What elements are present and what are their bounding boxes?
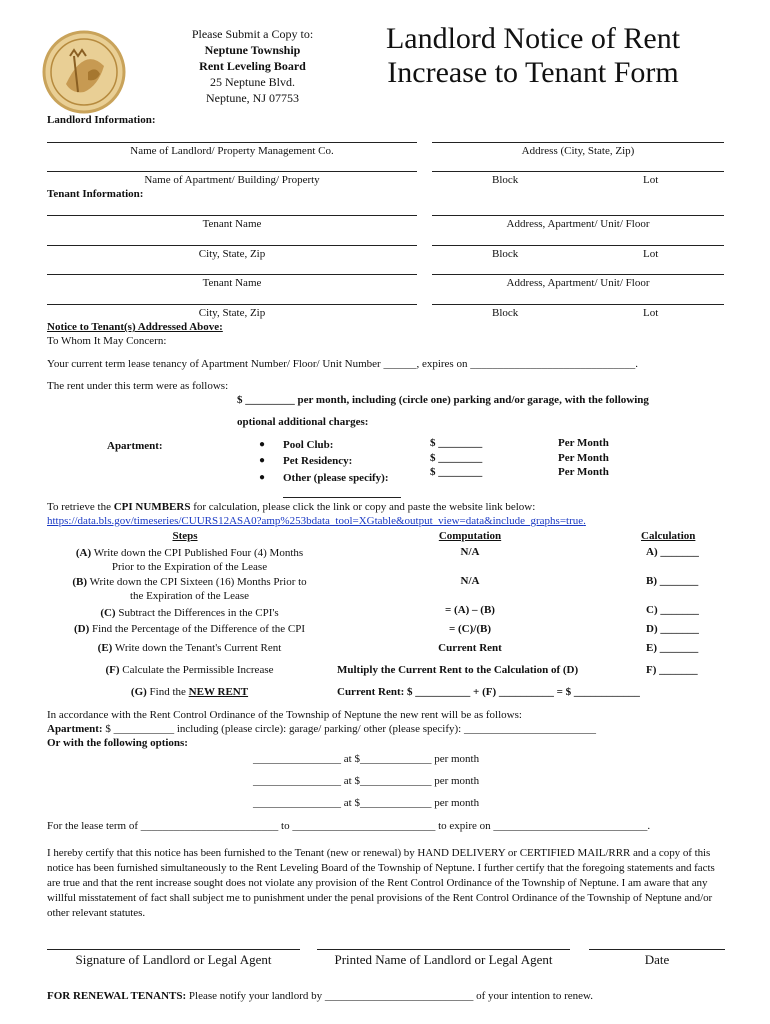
neptune-seal-icon: [38, 26, 130, 118]
step-c: [52, 607, 327, 619]
step-text: Write down the CPI Published Four (4) Months: [93, 547, 304, 559]
options-heading: Or with the following options:: [47, 737, 188, 749]
apartment-label: Apartment:: [107, 440, 163, 452]
property-name-line[interactable]: [47, 171, 417, 172]
new-rent-label: NEW RENT: [188, 686, 249, 698]
tenant-heading: Tenant Information:: [47, 188, 144, 200]
tenant2-name-label: Tenant Name: [202, 277, 262, 289]
landlord-name-line[interactable]: [47, 142, 417, 143]
step-f: [52, 664, 327, 676]
step-g: [52, 686, 327, 698]
step-d: [52, 623, 327, 635]
charge-amount: $ ________: [430, 452, 483, 464]
tenant1-name-line[interactable]: [47, 215, 417, 216]
step-text: Calculate the Permissible Increase: [122, 664, 274, 676]
printed-name-label: Printed Name of Landlord or Legal Agent: [334, 952, 553, 967]
tenant1-address-line[interactable]: [432, 215, 724, 216]
tenant1-block-lot-line[interactable]: [432, 245, 724, 246]
step-computation: Current Rent: [438, 642, 502, 654]
rent-intro: The rent under this term were as follows:: [47, 380, 229, 392]
submit-address: [160, 26, 345, 106]
step-computation: Current Rent: $ __________ + (F) __________ = $ ____________: [337, 686, 640, 698]
step-calc: E) _______: [646, 642, 699, 654]
charge-label: Pool Club:: [283, 439, 334, 451]
step-letter: (D): [73, 623, 90, 635]
landlord-lot-label: Lot: [643, 174, 659, 186]
township-seal: [38, 26, 130, 118]
cpi-intro-suffix: for calculation, please click the link or copy and paste the website link below:: [190, 501, 536, 513]
tenant1-address-label: Address, Apartment/ Unit/ Floor: [506, 218, 650, 230]
step-text: Find the: [149, 686, 189, 698]
tenant2-city-line[interactable]: [47, 304, 417, 305]
renewal-label: FOR RENEWAL TENANTS:: [47, 990, 187, 1002]
title-line: Landlord Notice of Rent: [385, 22, 681, 55]
tenant1-city-label: City, State, Zip: [198, 248, 266, 260]
steps-header: Steps: [172, 530, 198, 542]
landlord-heading: Landlord Information:: [47, 114, 156, 126]
tenant2-block-label: Block: [492, 307, 519, 319]
step-calc: F) _______: [646, 664, 698, 676]
tenant2-lot-label: Lot: [643, 307, 659, 319]
step-calc: D) _______: [646, 623, 699, 635]
apartment-prefix: Apartment:: [47, 723, 103, 735]
renewal-footer: [47, 990, 593, 1002]
tenant2-address-line[interactable]: [432, 274, 724, 275]
charge-label: Pet Residency:: [283, 455, 353, 467]
charge-amount: $ ________: [430, 437, 483, 449]
renewal-text: Please notify your landlord by ___________________________ of your intention to renew.: [186, 990, 594, 1002]
tenant2-name-line[interactable]: [47, 274, 417, 275]
tenant2-city-label: City, State, Zip: [198, 307, 266, 319]
step-computation: = (A) – (B): [445, 604, 495, 616]
step-a: [52, 546, 327, 574]
option-line[interactable]: ________________ at $_____________ per month: [253, 797, 480, 809]
apartment-rest: $ ___________ including (please circle): garage/ parking/ other (please specify): ________________________: [102, 723, 596, 735]
salutation: To Whom It May Concern:: [47, 335, 167, 347]
landlord-block-lot-line[interactable]: [432, 171, 724, 172]
step-letter: (A): [75, 547, 92, 559]
charge-unit: Per Month: [558, 466, 609, 478]
notice-heading: Notice to Tenant(s) Addressed Above:: [47, 321, 223, 333]
step-text: Subtract the Differences in the CPI's: [118, 607, 279, 619]
date-label: Date: [644, 952, 670, 967]
signature-label: Signature of Landlord or Legal Agent: [75, 952, 272, 967]
bullet-icon: ●: [259, 455, 266, 466]
step-letter: (B): [72, 576, 87, 588]
tenant2-block-lot-line[interactable]: [432, 304, 724, 305]
charge-unit: Per Month: [558, 437, 609, 449]
submit-line: Please Submit a Copy to:: [191, 27, 314, 41]
option-line[interactable]: ________________ at $_____________ per month: [253, 775, 480, 787]
tenancy-text: Your current term lease tenancy of Apartment Number/ Floor/ Unit Number ______, expires on ______________________________.: [47, 358, 638, 370]
computation-header: Computation: [438, 530, 502, 542]
step-letter: (F): [105, 664, 120, 676]
certification-text: I hereby certify that this notice has been furnished to the Tenant (new or renewal) by HAND DELIVERY or CERTIFIED MAIL/RRR and a copy of this notice has been furnished simultaneously to the Rent Leveling Board of the Township of Neptune. I further certify that the foregoing statements and facts are true and that the rent increase sought does not violate any provision of the Rent Control Ordinance of the Township of Neptune. I am aware that any willful misstatement of fact shall subject me to punishment under the penal provisions of the Rent Control Ordinance of the Township of Neptune and/or other relevant statutes.: [47, 847, 715, 919]
tenant1-city-line[interactable]: [47, 245, 417, 246]
step-text: Write down the Tenant's Current Rent: [114, 642, 282, 654]
cpi-intro-prefix: To retrieve the: [47, 501, 114, 513]
page-title: [358, 22, 708, 90]
step-computation: N/A: [460, 575, 480, 587]
cpi-link[interactable]: https://data.bls.gov/timeseries/CUURS12ASA0?amp%253bdata_tool=XGtable&output_view=data&include_graphs=true.: [47, 515, 586, 527]
title-line: Increase to Tenant Form: [387, 56, 679, 89]
step-text: Write down the CPI Sixteen (16) Months Prior to: [89, 576, 307, 588]
step-letter: (E): [97, 642, 113, 654]
landlord-name-label: Name of Landlord/ Property Management Co.: [130, 145, 334, 157]
landlord-address-line[interactable]: [432, 142, 724, 143]
landlord-address-label: Address (City, State, Zip): [521, 145, 635, 157]
rent-line: $ _________ per month, including (circle one) parking and/or garage, with the following: [237, 394, 649, 406]
submit-line: 25 Neptune Blvd.: [210, 75, 295, 89]
step-b: [52, 575, 327, 603]
cpi-numbers-label: CPI NUMBERS: [113, 501, 191, 513]
option-line[interactable]: ________________ at $_____________ per month: [253, 753, 480, 765]
date-line[interactable]: [589, 949, 725, 950]
step-letter: (C): [100, 607, 116, 619]
step-calc: B) _______: [646, 575, 699, 587]
bullet-icon: ●: [259, 472, 266, 483]
step-computation: Multiply the Current Rent to the Calculation of (D): [337, 664, 579, 676]
step-calc: C) _______: [646, 604, 699, 616]
cpi-link-text[interactable]: https://data.bls.gov/timeseries/CUURS12ASA0?amp%253bdata_tool=XGtable&output_view=data&include_graphs=true: [47, 515, 584, 527]
charge-label: Other (please specify):: [283, 472, 389, 484]
signature-line[interactable]: [47, 949, 300, 950]
tenant1-block-label: Block: [492, 248, 519, 260]
tenant2-address-label: Address, Apartment/ Unit/ Floor: [506, 277, 650, 289]
tenant1-lot-label: Lot: [643, 248, 659, 260]
new-rent-intro: In accordance with the Rent Control Ordinance of the Township of Neptune the new rent will be as follows:: [47, 709, 522, 721]
printed-name-line[interactable]: [317, 949, 570, 950]
step-computation: = (C)/(B): [448, 623, 491, 635]
submit-line: Neptune, NJ 07753: [206, 91, 299, 105]
step-calc: A) _______: [646, 546, 699, 558]
optional-charges: optional additional charges:: [237, 416, 369, 428]
charge-unit: Per Month: [558, 452, 609, 464]
new-rent-apartment: [47, 723, 596, 735]
submit-line: Rent Leveling Board: [199, 59, 306, 73]
step-text: Prior to the Expiration of the Lease: [111, 561, 268, 573]
cpi-intro: [47, 501, 535, 513]
submit-line: Neptune Township: [204, 43, 301, 57]
calculation-header: Calculation: [641, 530, 696, 542]
step-computation: N/A: [460, 546, 480, 558]
tenant1-name-label: Tenant Name: [202, 218, 262, 230]
step-e: [52, 642, 327, 654]
step-text: the Expiration of the Lease: [129, 590, 250, 602]
other-specify-line[interactable]: [283, 497, 401, 498]
landlord-block-label: Block: [492, 174, 519, 186]
step-letter: (G): [130, 686, 147, 698]
bullet-icon: ●: [259, 439, 266, 450]
lease-term[interactable]: For the lease term of _________________________ to __________________________ to expire on ____________________________.: [47, 820, 651, 832]
charge-amount: $ ________: [430, 466, 483, 478]
step-text: Find the Percentage of the Difference of the CPI: [92, 623, 306, 635]
property-name-label: Name of Apartment/ Building/ Property: [144, 174, 320, 186]
